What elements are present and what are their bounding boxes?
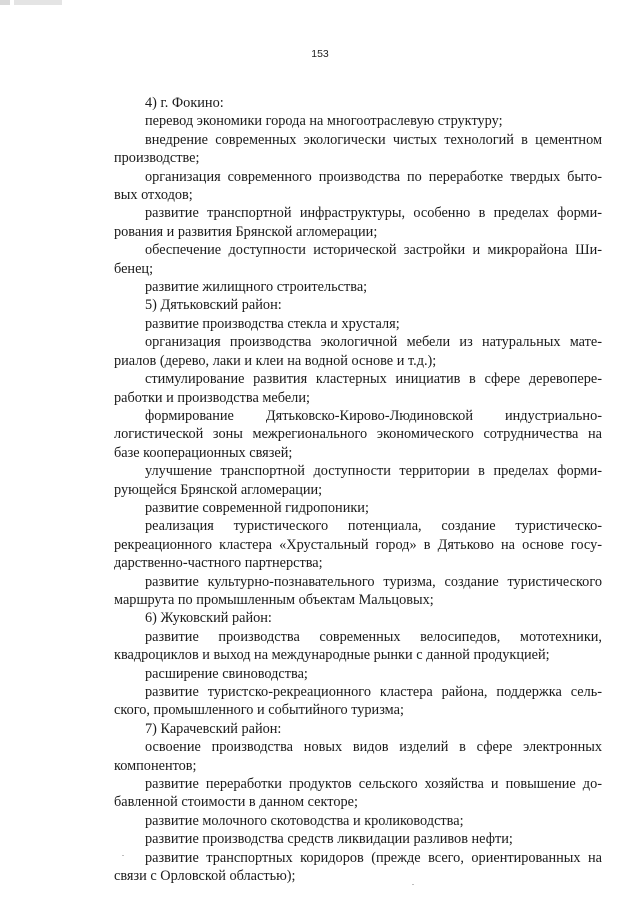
paragraph — [114, 462, 602, 499]
paragraph-line: освоение производства новых видов изделий в сфере электронных — [145, 739, 602, 756]
paragraph — [114, 775, 602, 812]
paragraph-line: рекреационного кластера «Хрустальный город» в Дятьково на основе госу- — [114, 536, 602, 553]
paragraph-line: маршрута по промышленным объектам Мальцовых; — [114, 591, 434, 608]
scan-speck — [412, 884, 414, 885]
paragraph-line: развитие производства стекла и хрусталя; — [145, 315, 400, 332]
paragraph-line: развитие молочного скотоводства и кролиководства; — [145, 812, 464, 829]
paragraph-line: стимулирование развития кластерных инициатив в сфере деревопере- — [145, 371, 602, 388]
paragraph-line: формирование Дятьковско-Кирово-Людиновской индустриально- — [145, 407, 602, 424]
paragraph — [114, 296, 602, 314]
paragraph-line: работки и производства мебели; — [114, 389, 310, 406]
paragraph — [114, 131, 602, 168]
paragraph-line: расширение свиноводства; — [145, 665, 308, 682]
paragraph — [114, 407, 602, 462]
paragraph — [114, 278, 602, 296]
paragraph-line: вых отходов; — [114, 187, 193, 204]
paragraph-line: улучшение транспортной доступности территории в пределах форми- — [145, 463, 602, 480]
paragraph — [114, 738, 602, 775]
paragraph-line: квадроциклов и выход на международные рынки с данной продукцией; — [114, 647, 550, 664]
paragraph-line: базе кооперационных связей; — [114, 444, 293, 461]
paragraph — [114, 609, 602, 627]
paragraph-line: риалов (дерево, лаки и клеи на водной основе и т.д.); — [114, 352, 437, 369]
paragraph-line: 4) г. Фокино: — [145, 95, 224, 111]
paragraph-line: рования и развития Брянской агломерации; — [114, 223, 378, 240]
paragraph-line: логистической зоны межрегионального экономического сотрудничества на — [114, 426, 602, 443]
paragraph-line: развитие производства современных велосипедов, мототехники, — [145, 628, 602, 645]
paragraph-line: внедрение современных экологически чистых технологий в цементном — [145, 131, 602, 148]
paragraph — [114, 204, 602, 241]
paragraph — [114, 112, 602, 130]
paragraph — [114, 517, 602, 572]
paragraph-line: перевод экономики города на многоотраслевую структуру; — [145, 113, 503, 130]
paragraph-line: 7) Карачевский район: — [145, 720, 282, 737]
paragraph-line: развитие жилищного строительства; — [145, 279, 368, 296]
paragraph — [114, 333, 602, 370]
paragraph-line: производстве; — [114, 150, 200, 167]
paragraph-line: обеспечение доступности исторической застройки и микрорайона Ши- — [145, 242, 602, 259]
paragraph — [114, 830, 602, 848]
paragraph-line: связи с Орловской областью); — [114, 868, 296, 885]
paragraph — [114, 849, 602, 886]
paragraph-line: реализация туристического потенциала, создание туристическо- — [145, 518, 602, 535]
page-number: 153 — [311, 48, 329, 60]
paragraph — [114, 370, 602, 407]
paragraph — [114, 94, 602, 112]
paragraph-line: развитие туристско-рекреационного кластера района, поддержка сель- — [145, 684, 602, 700]
paragraph-line: ского, промышленного и событийного туризма; — [114, 702, 404, 719]
paragraph-line: развитие культурно-познавательного туризма, создание туристического — [145, 573, 602, 590]
paragraph-line: компонентов; — [114, 757, 197, 774]
scan-speck — [122, 855, 124, 856]
paragraph-line: бавленной стоимости в данном секторе; — [114, 794, 358, 811]
paragraph-line: развитие транспортных коридоров (прежде всего, ориентированных на — [145, 849, 602, 866]
paragraph — [114, 665, 602, 683]
paragraph-line: бенец; — [114, 260, 154, 277]
paragraph-line: развитие современной гидропоники; — [145, 499, 369, 516]
paragraph-line: развитие производства средств ликвидации разливов нефти; — [145, 831, 513, 848]
paragraph — [114, 720, 602, 738]
paragraph — [114, 812, 602, 830]
paragraph — [114, 573, 602, 610]
paragraph-line: организация современного производства по переработке твердых быто- — [145, 168, 602, 185]
paragraph — [114, 628, 602, 665]
paragraph-line: рующейся Брянской агломерации; — [114, 481, 323, 498]
paragraph-line: развитие переработки продуктов сельского хозяйства и повышение до- — [145, 776, 602, 793]
paragraph-line: организация производства экологичной мебели из натуральных мате- — [145, 334, 602, 351]
paragraph — [114, 315, 602, 333]
scan-artifact — [0, 0, 62, 5]
paragraph — [114, 683, 602, 720]
paragraph-line: дарственно-частного партнерства; — [114, 555, 323, 572]
paragraph — [114, 241, 602, 278]
paragraph-line: развитие транспортной инфраструктуры, особенно в пределах форми- — [145, 205, 602, 222]
paragraph — [114, 168, 602, 205]
paragraph-line: 5) Дятьковский район: — [145, 297, 282, 314]
paragraph-line: 6) Жуковский район: — [145, 610, 272, 627]
paragraph — [114, 499, 602, 517]
document-body — [114, 94, 602, 885]
